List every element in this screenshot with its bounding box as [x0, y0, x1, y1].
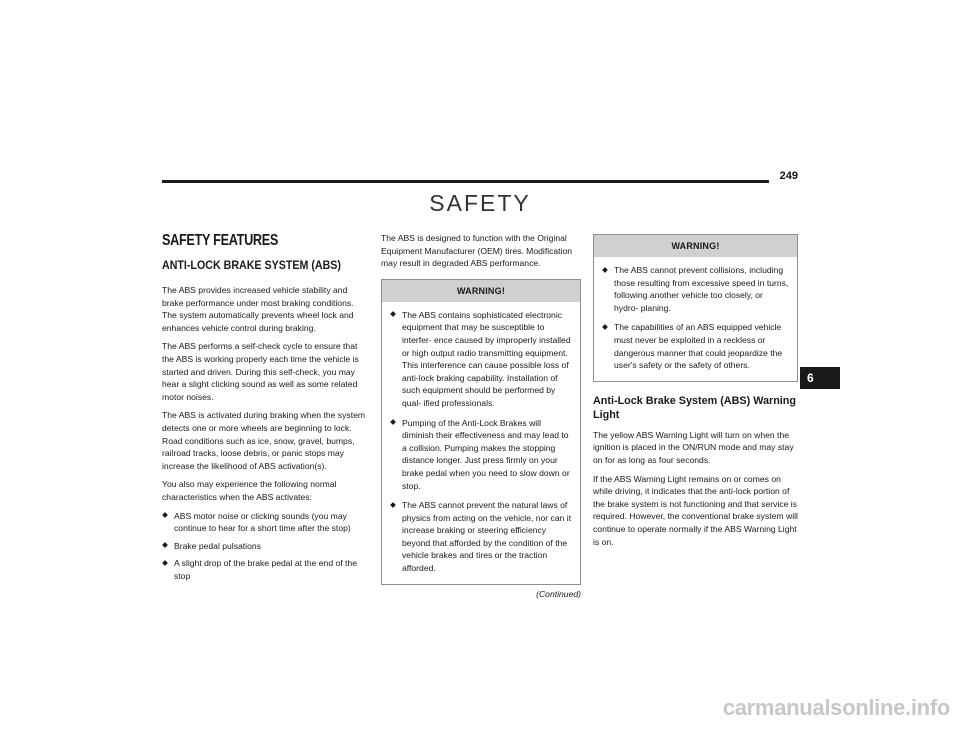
paragraph: The yellow ABS Warning Light will turn on when the ignition is placed in the ON/RUN mode and may stay on for as long as four seconds.: [593, 429, 794, 465]
warning-box: [593, 234, 798, 382]
list-item: Pumping of the Anti-Lock Brakes will diminish their effectiveness and may lead to a collision. Pumping makes the stopping distance longer. Just press firmly on your brake pedal when you need to slow down or stop.: [390, 417, 572, 493]
list-item: The ABS contains sophisticated electronic equipment that may be susceptible to interfer- ence caused by improperly installed or high output radio transmitting equipment. This interference can cause possible loss of anti-lock braking capability. Installation of such equipment should be performed by qual- ified professionals.: [390, 309, 572, 410]
continued-label: (Continued): [536, 588, 581, 599]
warning-box: [381, 279, 581, 585]
chapter-title: SAFETY: [429, 190, 531, 216]
list-item: The ABS cannot prevent the natural laws of physics from acting on the vehicle, nor can it increase braking or steering efficiency beyond that afforded by the condition of the vehicle brakes and tires or the traction afforded.: [390, 499, 572, 575]
header-rule: [162, 180, 769, 183]
paragraph: The ABS is activated during braking when the system detects one or more wheels are beginning to lock. Road conditions such as ice, snow, gravel, bumps, railroad tracks, loose debris, or panic stops may increase the likelihood of ABS activation(s).: [162, 410, 366, 471]
paragraph: If the ABS Warning Light remains on or comes on while driving, it indicates that the anti-lock portion of the brake system is not functioning and that service is required. However, the conventional brake system will continue to operate normally if the ABS Warning Light is on.: [593, 473, 798, 547]
page-number: 249: [779, 170, 798, 182]
watermark: carmanualsonline.info: [722, 695, 950, 720]
list-item: The ABS cannot prevent collisions, including those resulting from excessive speed in turns, following another vehicle too closely, or hydro- planing.: [602, 264, 789, 314]
warning-list: [602, 264, 789, 372]
warning-title: WARNING!: [594, 235, 797, 257]
paragraph: You also may experience the following normal characteristics when the ABS activates:: [162, 479, 337, 502]
warning-list: [390, 309, 572, 575]
subheading: Anti-Lock Brake System (ABS) Warning Light: [593, 394, 796, 421]
warning-title: WARNING!: [382, 280, 580, 302]
paragraph: The ABS performs a self-check cycle to ensure that the ABS is working properly each time the vehicle is started and driven. During this self-check, you may hear a slight clicking sound as well as some related motor noises.: [162, 341, 359, 402]
paragraph: The ABS provides increased vehicle stability and brake performance under most braking conditions. The system automatically prevents wheel lock and enhances vehicle control during braking.: [162, 285, 354, 333]
list-item: ABS motor noise or clicking sounds (you may continue to hear for a short time after the stop): [162, 510, 366, 535]
list-item: A slight drop of the brake pedal at the end of the stop: [162, 557, 366, 582]
column-1: [162, 232, 366, 587]
subsection-title: ANTI-LOCK BRAKE SYSTEM (ABS): [162, 259, 341, 272]
column-3: [593, 234, 798, 554]
section-title: SAFETY FEATURES: [162, 232, 279, 249]
paragraph: The ABS is designed to function with the Original Equipment Manufacturer (OEM) tires. Modification may result in degraded ABS performance.: [381, 233, 573, 269]
list-item: The capabilities of an ABS equipped vehicle must never be exploited in a reckless or dangerous manner that could jeopardize the user's safety or the safety of others.: [602, 321, 789, 371]
list-item: Brake pedal pulsations: [162, 540, 366, 553]
column-2: [381, 232, 581, 600]
chapter-tab: 6: [800, 367, 840, 389]
abs-characteristics-list: [162, 510, 366, 583]
